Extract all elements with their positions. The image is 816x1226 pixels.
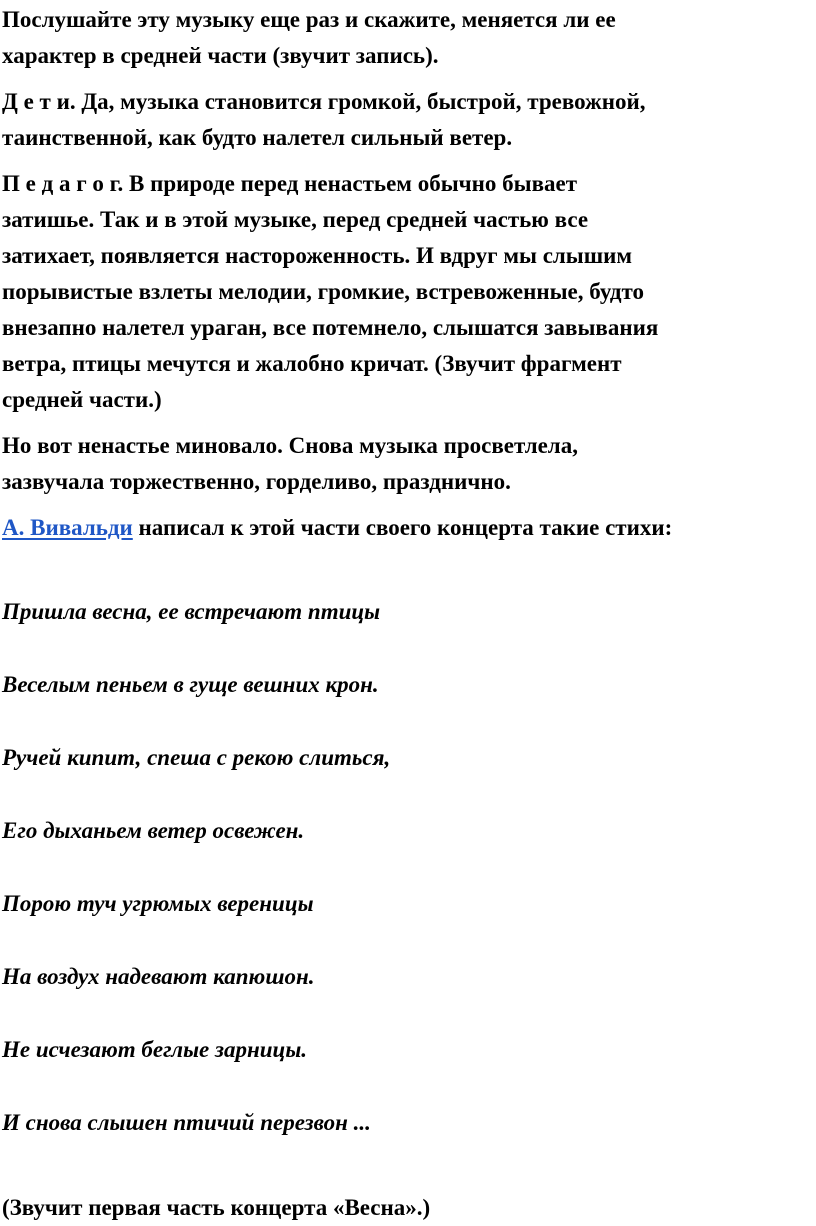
children-answer-text: Да, музыка становится громкой, быстрой, тревожной, таинственной, как будто налетел сильный ветер. xyxy=(2,89,646,150)
poem-line: Порою туч угрюмых вереницы xyxy=(2,890,314,916)
document-page xyxy=(2,0,814,1226)
poem-line: Не исчезают беглые зарницы. xyxy=(2,1036,308,1062)
children-answer-paragraph xyxy=(2,84,814,156)
closing-paragraph: (Звучит первая часть концерта «Весна».) xyxy=(2,1194,431,1220)
teacher-text: В природе перед ненастьем обычно бывает затишье. Так и в этой музыке, перед средней частью все затихает, появляется настороженность. И вдруг мы слышим порывистые взлеты мелодии, громкие, встревоженные, будто внезапно налетел ураган, все потемнело, слышатся завывания ветра, птицы мечутся и жалобно кричат. (Звучит фрагмент средней части.) xyxy=(2,171,659,412)
poem-line: Его дыханьем ветер освежен. xyxy=(2,817,305,843)
teacher-paragraph xyxy=(2,166,814,418)
speaker-teacher: П е д а г о г. xyxy=(2,171,124,196)
poem xyxy=(2,557,814,1178)
poem-line: Пришла весна, ее встречают птицы xyxy=(2,598,381,624)
speaker-children: Д е т и. xyxy=(2,89,76,114)
poem-line: На воздух надевают капюшон. xyxy=(2,963,315,989)
question-paragraph: Послушайте эту музыку еще раз и скажите, меняется ли ее характер в средней части (звучит запись). xyxy=(2,7,616,68)
poem-line: Ручей кипит, спеша с рекою слиться, xyxy=(2,744,391,770)
storm-passed-paragraph: Но вот ненастье миновало. Снова музыка просветлела, зазвучала торжественно, горделиво, празднично. xyxy=(2,433,578,494)
vivaldi-intro-text: написал к этой части своего концерта такие стихи: xyxy=(132,515,673,540)
vivaldi-link[interactable]: А. Вивальди xyxy=(2,515,133,540)
vivaldi-intro-paragraph xyxy=(2,510,814,546)
poem-line: И снова слышен птичий перезвон ... xyxy=(2,1109,371,1135)
poem-line: Веселым пеньем в гуще вешних крон. xyxy=(2,671,379,697)
